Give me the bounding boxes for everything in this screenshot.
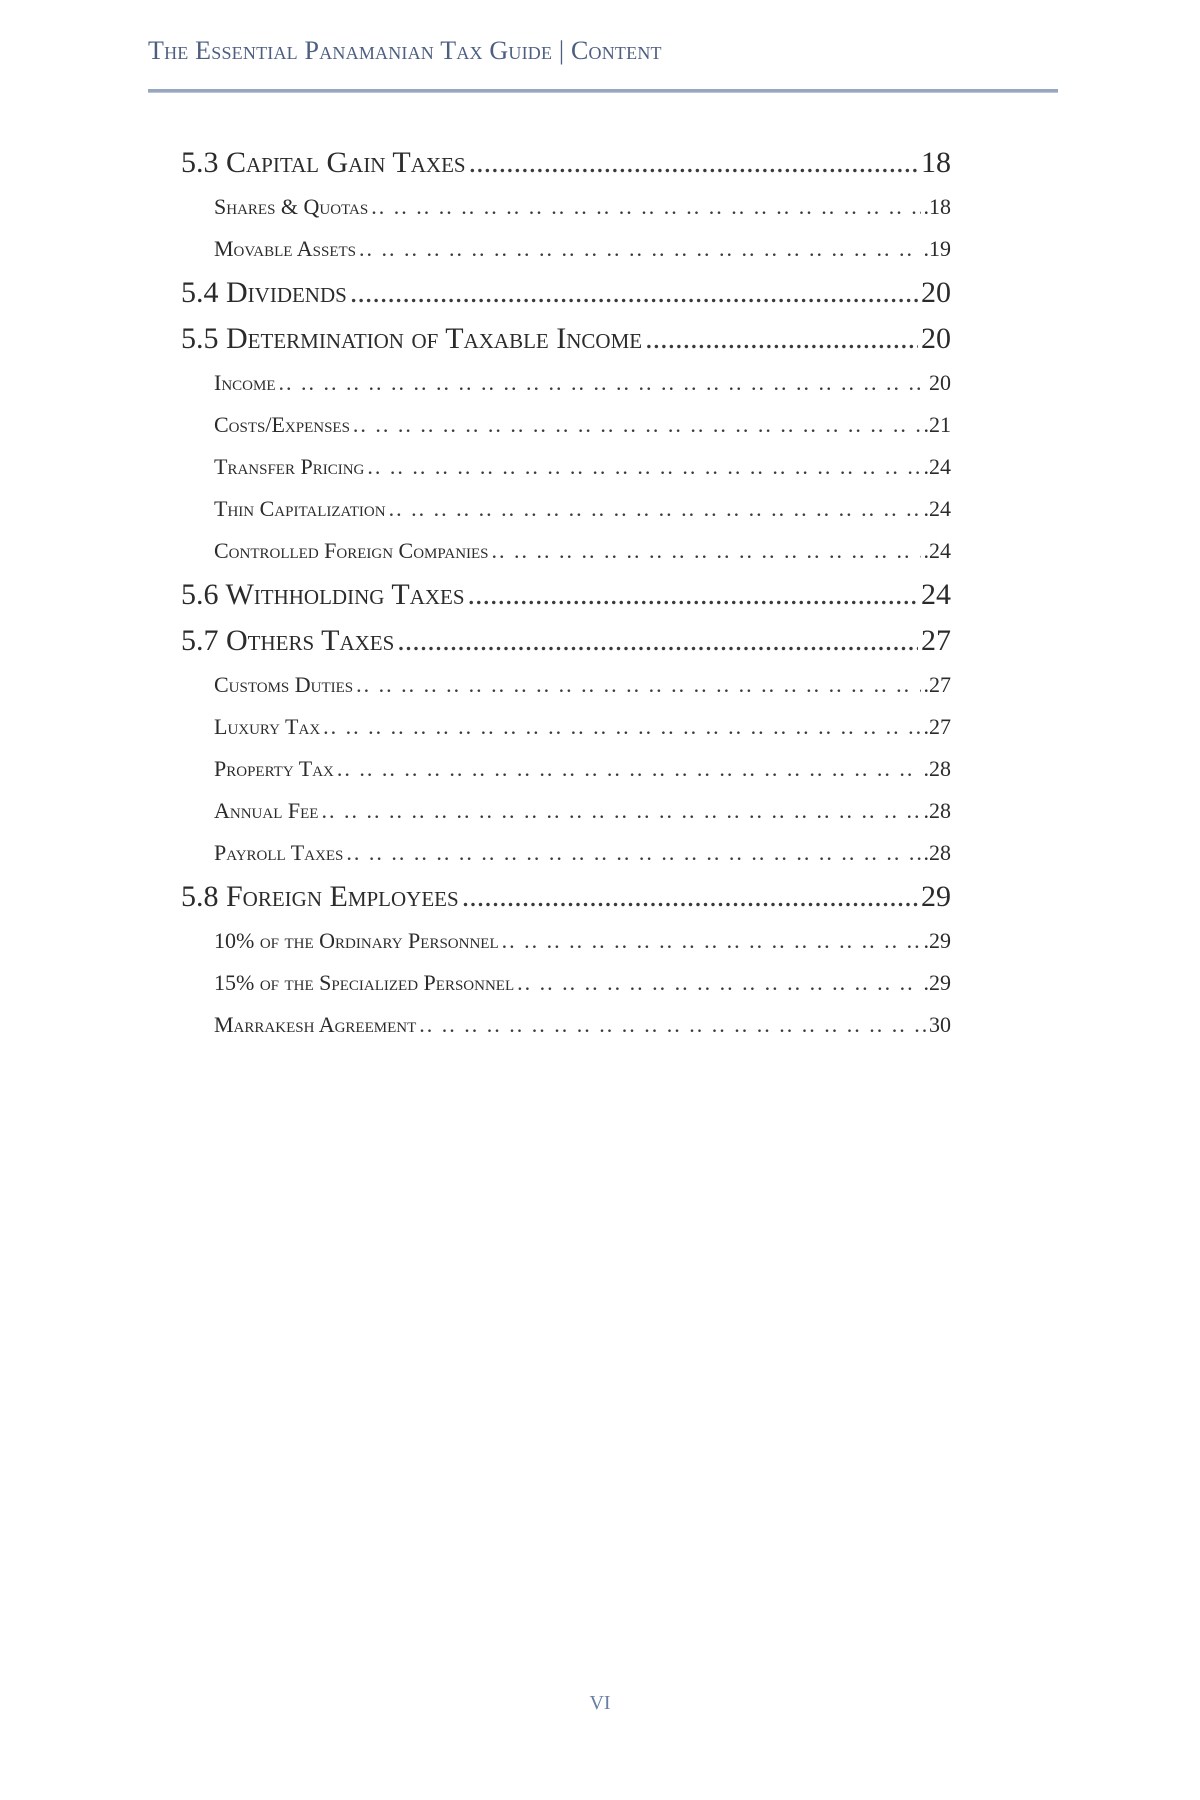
dot-leader [323, 706, 920, 748]
toc-entry-page: 20 [929, 370, 951, 395]
toc-entry-title: 5.6 Withholding Taxes [181, 578, 465, 611]
dot-leader [502, 920, 921, 962]
toc-subsection-entry[interactable] [181, 362, 951, 404]
toc-subsection-entry[interactable] [181, 530, 951, 572]
toc-entry-title: 15% of the Specialized Personnel [214, 970, 515, 995]
toc-entry-page: 29 [921, 880, 951, 913]
dot-leader [419, 1004, 926, 1046]
toc-section-entry[interactable] [181, 316, 951, 362]
toc-entry-page: 24 [921, 578, 951, 611]
toc-subsection-entry[interactable] [181, 920, 951, 962]
toc-subsection-entry[interactable] [181, 748, 951, 790]
dot-leader [492, 530, 921, 572]
toc-entry-title: 5.5 Determination of Taxable Income [181, 322, 643, 355]
dot-leader [337, 748, 921, 790]
dot-leader [350, 270, 918, 316]
dot-leader [468, 572, 918, 618]
toc-entry-page: 20 [921, 322, 951, 355]
toc-subsection-entry[interactable] [181, 706, 951, 748]
toc-entry-title: Income [214, 370, 276, 395]
toc-entry-page: .24 [923, 496, 951, 521]
dot-leader [359, 228, 921, 270]
toc-subsection-entry[interactable] [181, 790, 951, 832]
toc-entry-title: 5.8 Foreign Employees [181, 880, 459, 913]
toc-entry-page: 20 [921, 276, 951, 309]
toc-entry-page: .18 [923, 194, 951, 219]
dot-leader [469, 140, 918, 186]
dot-leader [645, 316, 918, 362]
dot-leader [346, 832, 920, 874]
toc-subsection-entry[interactable] [181, 228, 951, 270]
toc-subsection-entry[interactable] [181, 446, 951, 488]
toc-entry-title: Transfer Pricing [214, 454, 365, 479]
dot-leader [367, 446, 920, 488]
dot-leader [321, 790, 920, 832]
toc-subsection-entry[interactable] [181, 488, 951, 530]
toc-entry-title: Property Tax [214, 756, 334, 781]
toc-entry-title: Costs/Expenses [214, 412, 350, 437]
page-number: VI [589, 1692, 611, 1714]
toc-entry-page: .28 [923, 840, 951, 865]
toc-entry-page: .28 [923, 798, 951, 823]
dot-leader [353, 404, 921, 446]
toc-entry-page: .29 [923, 928, 951, 953]
toc-entry-title: Movable Assets [214, 236, 356, 261]
toc-subsection-entry[interactable] [181, 186, 951, 228]
toc-entry-page: .24 [923, 538, 951, 563]
dot-leader [279, 362, 927, 404]
toc-entry-title: Customs Duties [214, 672, 354, 697]
toc-entry-page: .24 [923, 454, 951, 479]
toc-section-entry[interactable] [181, 618, 951, 664]
toc-section-entry[interactable] [181, 572, 951, 618]
toc-subsection-entry[interactable] [181, 1004, 951, 1046]
toc-subsection-entry[interactable] [181, 962, 951, 1004]
table-of-contents [181, 140, 951, 1046]
toc-entry-title: Payroll Taxes [214, 840, 344, 865]
dot-leader [371, 186, 920, 228]
toc-entry-title: Shares & Quotas [214, 194, 369, 219]
toc-section-entry[interactable] [181, 140, 951, 186]
toc-entry-title: 10% of the Ordinary Personnel [214, 928, 499, 953]
toc-entry-title: 5.3 Capital Gain Taxes [181, 146, 466, 179]
toc-entry-page: .27 [923, 714, 951, 739]
dot-leader [389, 488, 921, 530]
toc-entry-title: Annual Fee [214, 798, 319, 823]
toc-section-entry[interactable] [181, 270, 951, 316]
toc-section-entry[interactable] [181, 874, 951, 920]
dot-leader [356, 664, 920, 706]
toc-entry-title: Controlled Foreign Companies [214, 538, 489, 563]
toc-entry-title: 5.4 Dividends [181, 276, 347, 309]
toc-entry-page: 18 [921, 146, 951, 179]
toc-subsection-entry[interactable] [181, 664, 951, 706]
toc-entry-title: Luxury Tax [214, 714, 321, 739]
dot-leader [517, 962, 920, 1004]
toc-entry-page: .29 [923, 970, 951, 995]
toc-entry-title: Marrakesh Agreement [214, 1012, 417, 1037]
toc-subsection-entry[interactable] [181, 832, 951, 874]
toc-entry-title: Thin Capitalization [214, 496, 386, 521]
toc-entry-page: .27 [923, 672, 951, 697]
running-header: The Essential Panamanian Tax Guide | Content [148, 36, 662, 65]
toc-entry-title: 5.7 Others Taxes [181, 624, 395, 657]
dot-leader [462, 874, 918, 920]
toc-entry-page: .19 [923, 236, 951, 261]
header-divider [148, 89, 1058, 93]
toc-entry-page: .28 [923, 756, 951, 781]
toc-entry-page: 30 [929, 1012, 951, 1037]
toc-subsection-entry[interactable] [181, 404, 951, 446]
toc-entry-page: .21 [923, 412, 951, 437]
dot-leader [397, 618, 918, 664]
toc-entry-page: 27 [921, 624, 951, 657]
